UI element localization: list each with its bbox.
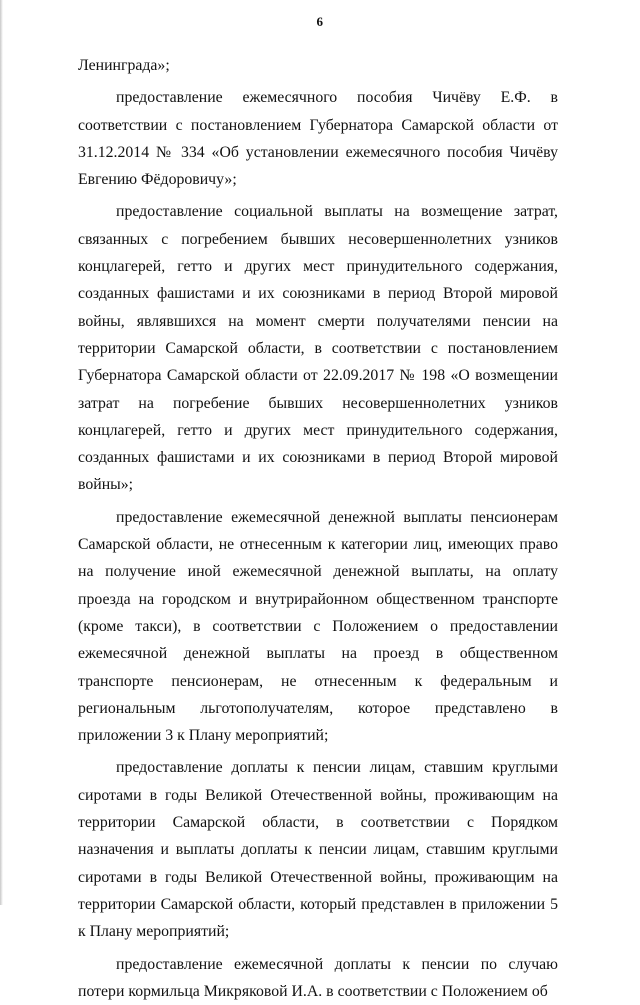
paragraph-allowance-chichev: предоставление ежемесячного пособия Чичёву Е.Ф. в соответствии с постановлением Губернатора Самарской области от 31.12.2014 № 334 «Об установлении ежемесячного пособия Чичёву Евгению Фёдоровичу»; [78,84,558,193]
paragraph-survivor-pension-supplement: предоставление ежемесячной доплаты к пенсии по случаю потери кормильца Микряковой И.А. в соответствии с Положением об [78,951,558,1005]
scan-edge-shadow [0,0,3,905]
document-body [78,52,558,1005]
paragraph-burial-compensation: предоставление социальной выплаты на возмещение затрат, связанных с погребением бывших несовершеннолетних узников концлагерей, гетто и других мест принудительного содержания, созданных фашистами и их союзниками в период Второй мировой войны, являвшихся на момент смерти получателями пенсии на территории Самарской области, в соответствии с постановлением Губернатора Самарской области от 22.09.2017 № 198 «О возмещении затрат на погребение бывших несовершеннолетних узников концлагерей, гетто и других мест принудительного содержания, созданных фашистами и их союзниками в период Второй мировой войны»; [78,198,558,498]
paragraph-transport-payment: предоставление ежемесячной денежной выплаты пенсионерам Самарской области, не отнесенным к категории лиц, имеющих право на получение иной ежемесячной денежной выплаты, на оплату проезда на городском и внутрирайонном общественном транспорте (кроме такси), в соответствии с Положением о предоставлении ежемесячной денежной выплаты на проезд в общественном транспорте пенсионерам, не отнесенным к федеральным и региональным льготополучателям, которое представлено в приложении 3 к Плану мероприятий; [78,504,558,750]
paragraph-continuation: Ленинграда»; [78,52,558,79]
page-number: 6 [0,14,640,30]
paragraph-orphans-pension-supplement: предоставление доплаты к пенсии лицам, ставшим круглыми сиротами в годы Великой Отечественной войны, проживающим на территории Самарской области, в соответствии с Порядком назначения и выплаты доплаты к пенсии лицам, ставшим круглыми сиротами в годы Великой Отечественной войны, проживающим на территории Самарской области, который представлен в приложении 5 к Плану мероприятий; [78,754,558,945]
